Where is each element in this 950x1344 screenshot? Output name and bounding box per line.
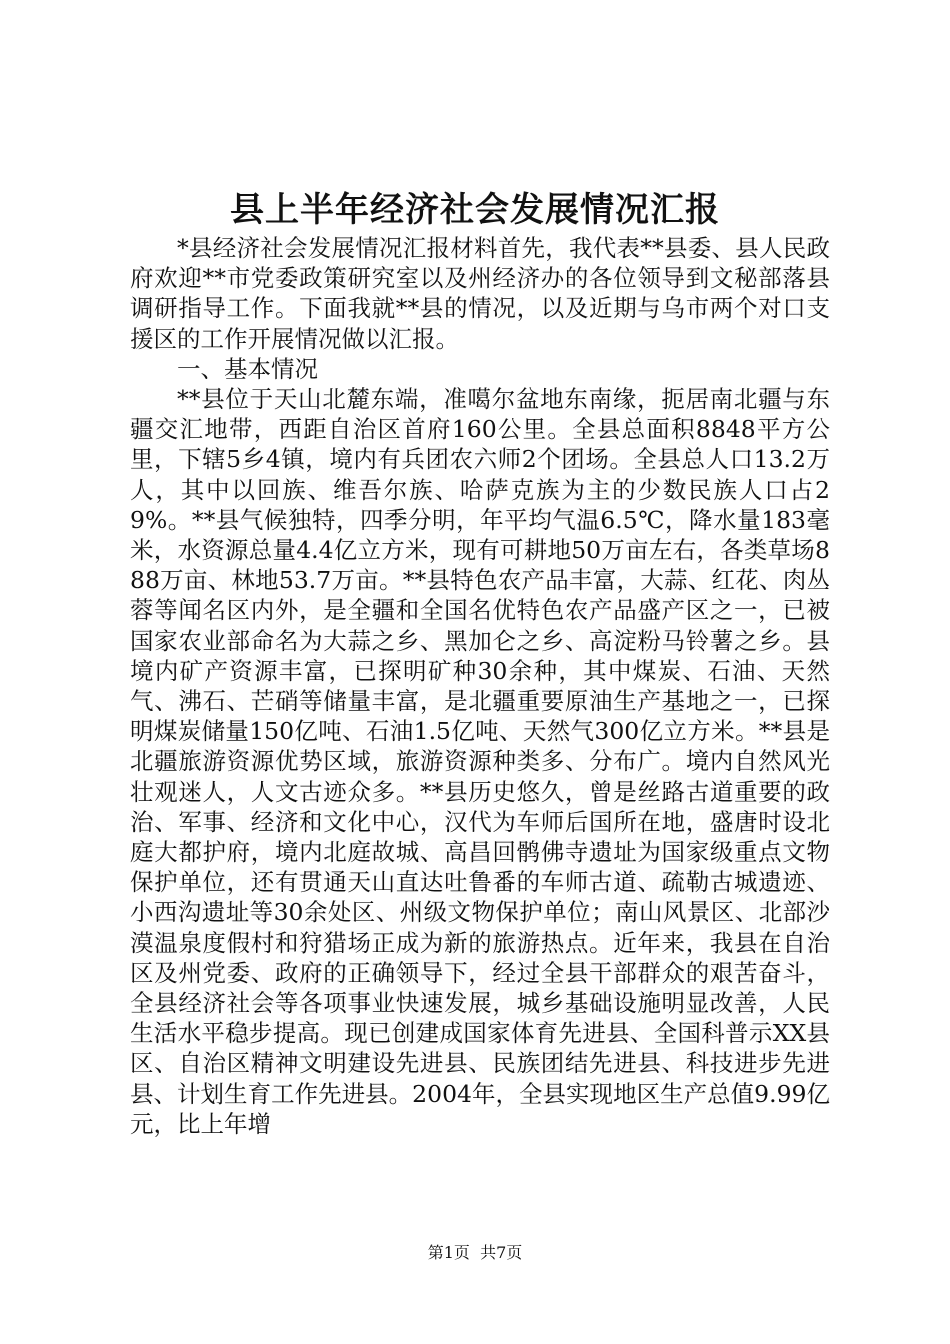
document-body: [130, 233, 830, 1139]
document-title: 县上半年经济社会发展情况汇报: [230, 190, 720, 230]
paragraph-basic-info: **县位于天山北麓东端，准噶尔盆地东南缘，扼居南北疆与东疆交汇地带，西距自治区首府160公里。全县总面积8848平方公里，下辖5乡4镇，境内有兵团农六师2个团场。全县总人口13.2万人，其中以回族、维吾尔族、哈萨克族为主的少数民族人口占29%。**县气候独特，四季分明，年平均气温6.5℃，降水量183毫米，水资源总量4.4亿立方米，现有可耕地50万亩左右，各类草场888万亩、林地53.7万亩。**县特色农产品丰富，大蒜、红花、肉丛蓉等闻名区内外，是全疆和全国名优特色农产品盛产区之一，已被国家农业部命名为大蒜之乡、黑加仑之乡、高淀粉马铃薯之乡。县境内矿产资源丰富，已探明矿种30余种，其中煤炭、石油、天然气、沸石、芒硝等储量丰富，是北疆重要原油生产基地之一，已探明煤炭储量150亿吨、石油1.5亿吨、天然气300亿立方米。**县是北疆旅游资源优势区域，旅游资源种类多、分布广。境内自然风光壮观迷人，人文古迹众多。**县历史悠久，曾是丝路古道重要的政治、军事、经济和文化中心，汉代为车师后国所在地，盛唐时设北庭大都护府，境内北庭故城、高昌回鹘佛寺遗址为国家级重点文物保护单位，还有贯通天山直达吐鲁番的车师古道、疏勒古城遗迹、小西沟遗址等30余处区、州级文物保护单位；南山风景区、北部沙漠温泉度假村和狩猎场正成为新的旅游热点。近年来，我县在自治区及州党委、政府的正确领导下，经过全县干部群众的艰苦奋斗，全县经济社会等各项事业快速发展，城乡基础设施明显改善，人民生活水平稳步提高。现已创建成国家体育先进县、全国科普示XX县区、自治区精神文明建设先进县、民族团结先进县、科技进步先进县、计划生育工作先进县。2004年，全县实现地区生产总值9.99亿元，比上年增: [130, 385, 830, 1138]
page-total: 共7页: [480, 1243, 523, 1262]
paragraph-intro: *县经济社会发展情况汇报材料首先，我代表**县委、县人民政府欢迎**市党委政策研究室以及州经济办的各位领导到文秘部落县调研指导工作。下面我就**县的情况，以及近期与乌市两个对口支援区的工作开展情况做以汇报。: [130, 234, 830, 353]
page-footer: [0, 1242, 950, 1264]
footer-separator: [470, 1243, 480, 1262]
page-number: 第1页: [427, 1243, 470, 1262]
section-heading-basic-info: 一、基本情况: [177, 354, 318, 383]
